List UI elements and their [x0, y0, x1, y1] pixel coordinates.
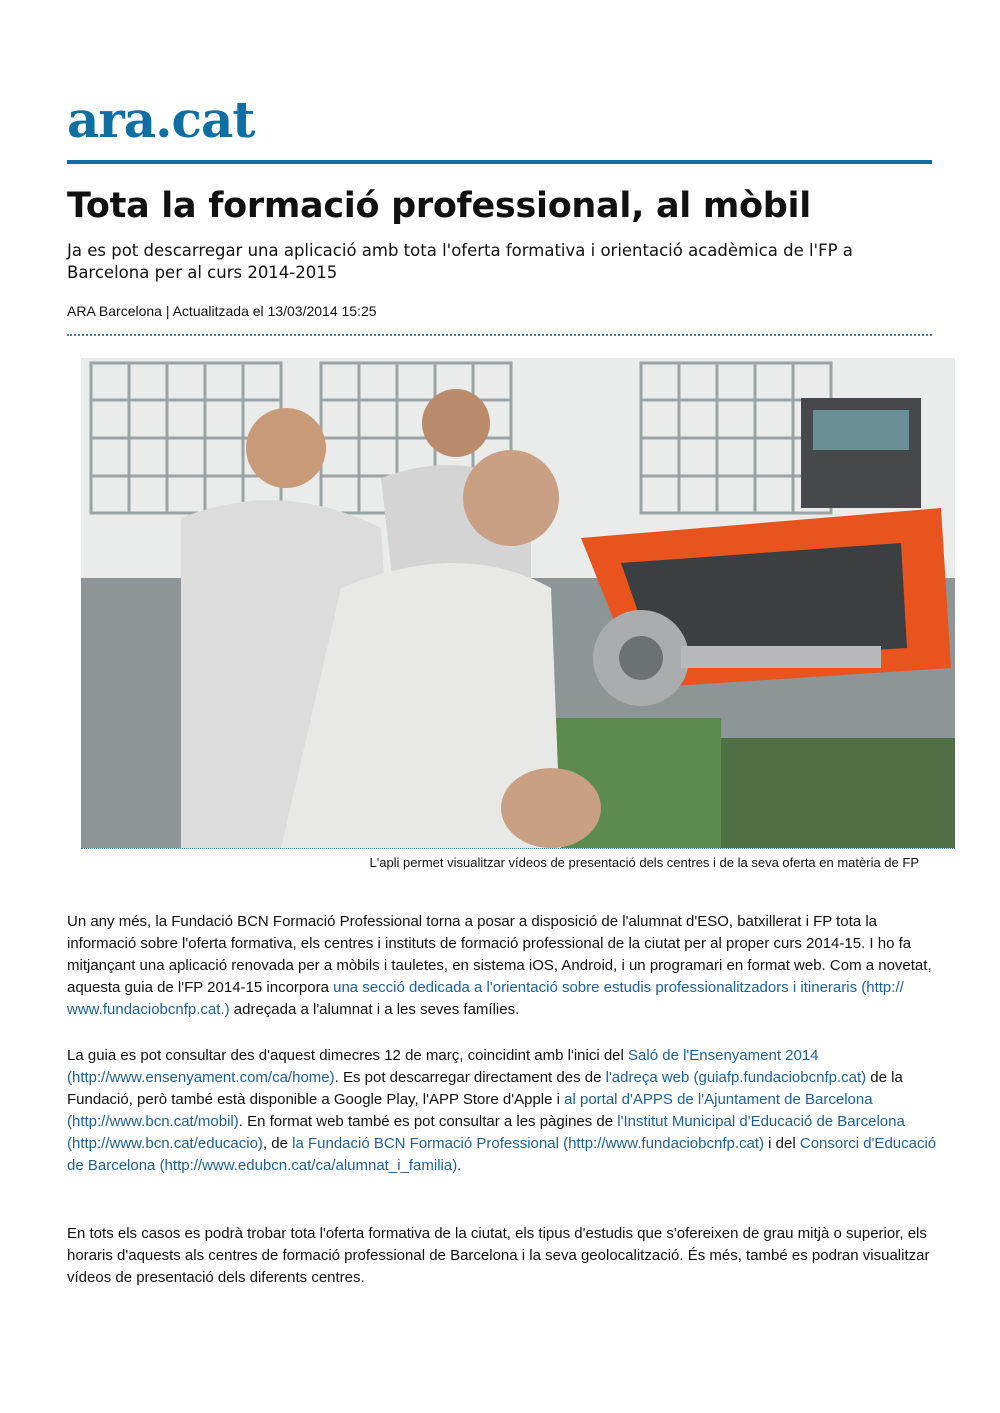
paragraph-text: de la Fundació, però també està disponible a Google Play, l'APP Store d'Apple i: [67, 1069, 903, 1108]
link-salo-ensenyament[interactable]: Saló de l'Ensenyament 2014 (http://www.ensenyament.com/ca/home): [67, 1047, 819, 1086]
dotted-divider: [67, 334, 932, 336]
paragraph-text: .: [457, 1157, 462, 1174]
paragraph-text: Un any més, la Fundació BCN Formació Professional torna a posar a disposició de l'alumnat d'ESO, batxillerat i FP tota la informació sobre l'oferta formativa, els centres i instituts de formació professional de la ciutat per al proper curs 2014-15. I ho fa mitjançant una aplicació renovada per a mòbils i tauletes, en sistema iOS, Android, i un programari en format web. Com a novetat, aquesta guia de l'FP 2014-15 incorpora: [67, 913, 932, 996]
article-photo: [81, 358, 955, 848]
paragraph-text: . En format web també es pot consultar a les pàgines de: [238, 1113, 618, 1130]
paragraph-3: En tots els casos es podrà trobar tota l'oferta formativa de la ciutat, els tipus d'estudis que s'ofereixen de grau mitjà o superior, els horaris d'aquests als centres de formació professional de Barcelona i la seva geolocalització. És més, també es podran visualitzar vídeos de presentació dels diferents centres.: [67, 1225, 930, 1286]
link-consorci-educacio[interactable]: Consorci d'Educació de Barcelona (http://www.edubcn.cat/ca/alumnat_i_familia): [67, 1135, 937, 1174]
article-byline: ARA Barcelona | Actualitzada el 13/03/2014 15:25: [67, 303, 377, 319]
photo-caption: L'apli permet visualitzar vídeos de presentació dels centres i de la seva oferta en matèria de FP: [369, 855, 919, 870]
paragraph-text: La guia es pot consultar des d'aquest dimecres 12 de març, coincidint amb l'inici del: [67, 1047, 629, 1064]
article-subtitle: Ja es pot descarregar una aplicació amb tota l'oferta formativa i orientació acadèmica de l'FP a Barcelona per al curs 2014-2015: [67, 241, 853, 282]
link-bcn-mobil[interactable]: al portal d'APPS de l'Ajuntament de Barcelona (http://www.bcn.cat/mobil): [67, 1091, 873, 1130]
link-imeb[interactable]: l'Institut Municipal d'Educació de Barcelona (http://www.bcn.cat/educacio): [67, 1113, 905, 1152]
photo-divider: [81, 848, 955, 849]
logo-divider: [67, 160, 932, 164]
paragraph-1: [67, 911, 937, 1021]
site-logo[interactable]: ara.cat: [67, 90, 255, 149]
link-orientation-section[interactable]: una secció dedicada a l'orientació sobre estudis professionalitzadors i itineraris (http:// www.fundaciobcnfp.cat.): [67, 979, 904, 1018]
link-fundacio-bcnfp[interactable]: la Fundació BCN Formació Professional (http://www.fundaciobcnfp.cat): [292, 1135, 765, 1152]
paragraph-text: . Es pot descarregar directament des de: [334, 1069, 606, 1086]
paragraph-text: , de: [262, 1135, 293, 1152]
paragraph-text: adreçada a l'alumnat i a les seves famílies.: [229, 1001, 520, 1018]
paragraph-text: i del: [764, 1135, 800, 1152]
article-headline: Tota la formació professional, al mòbil: [67, 186, 811, 226]
paragraph-2: [67, 1045, 937, 1177]
link-guiafp[interactable]: l'adreça web (guiafp.fundaciobcnfp.cat): [605, 1069, 867, 1086]
workshop-photo-illustration: [81, 358, 955, 848]
